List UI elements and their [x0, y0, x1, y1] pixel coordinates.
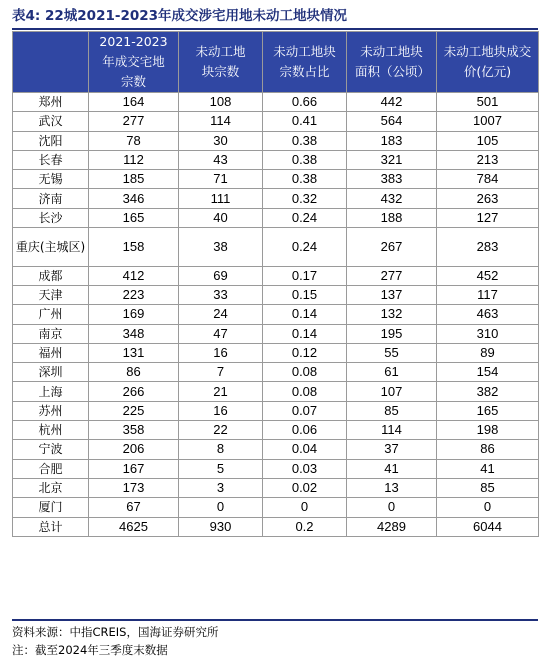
table-row — [13, 131, 539, 150]
city-cell: 总计 — [13, 517, 89, 536]
undeveloped-share-cell: 0.17 — [263, 266, 347, 285]
source-note: 资料来源：中指CREIS，国海证券研究所 — [12, 625, 219, 639]
table-row — [13, 459, 539, 478]
undeveloped-area-cell: 4289 — [347, 517, 437, 536]
table-row — [13, 93, 539, 112]
undeveloped-count-cell: 111 — [179, 189, 263, 208]
undeveloped-share-cell: 0.07 — [263, 401, 347, 420]
city-cell: 深圳 — [13, 363, 89, 382]
title-rule — [12, 28, 538, 30]
total-parcels-cell: 223 — [89, 285, 179, 304]
undeveloped-price-cell: 310 — [437, 324, 539, 343]
undeveloped-share-cell: 0.04 — [263, 440, 347, 459]
undeveloped-count-cell: 0 — [179, 498, 263, 517]
header-city — [13, 32, 89, 93]
city-cell: 郑州 — [13, 93, 89, 112]
total-parcels-cell: 412 — [89, 266, 179, 285]
undeveloped-count-cell: 8 — [179, 440, 263, 459]
city-cell: 福州 — [13, 343, 89, 362]
table-row — [13, 189, 539, 208]
table-row — [13, 266, 539, 285]
undeveloped-count-cell: 30 — [179, 131, 263, 150]
total-parcels-cell: 164 — [89, 93, 179, 112]
undeveloped-price-cell: 198 — [437, 421, 539, 440]
undeveloped-area-cell: 37 — [347, 440, 437, 459]
city-cell: 长沙 — [13, 208, 89, 227]
undeveloped-share-cell: 0.32 — [263, 189, 347, 208]
undeveloped-count-cell: 69 — [179, 266, 263, 285]
undeveloped-area-cell: 432 — [347, 189, 437, 208]
undeveloped-area-cell: 137 — [347, 285, 437, 304]
table-row — [13, 112, 539, 131]
undeveloped-price-cell: 501 — [437, 93, 539, 112]
city-cell: 广州 — [13, 305, 89, 324]
undeveloped-area-cell: 564 — [347, 112, 437, 131]
undeveloped-area-cell: 0 — [347, 498, 437, 517]
undeveloped-share-cell: 0.24 — [263, 228, 347, 267]
total-parcels-cell: 348 — [89, 324, 179, 343]
undeveloped-count-cell: 16 — [179, 401, 263, 420]
undeveloped-price-cell: 41 — [437, 459, 539, 478]
undeveloped-area-cell: 442 — [347, 93, 437, 112]
total-parcels-cell: 169 — [89, 305, 179, 324]
table-row — [13, 228, 539, 267]
city-cell: 无锡 — [13, 170, 89, 189]
undeveloped-area-cell: 183 — [347, 131, 437, 150]
table-row — [13, 363, 539, 382]
total-parcels-cell: 112 — [89, 150, 179, 169]
city-cell: 上海 — [13, 382, 89, 401]
undeveloped-area-cell: 107 — [347, 382, 437, 401]
total-parcels-cell: 4625 — [89, 517, 179, 536]
undeveloped-count-cell: 5 — [179, 459, 263, 478]
total-parcels-cell: 358 — [89, 421, 179, 440]
undeveloped-share-cell: 0.15 — [263, 285, 347, 304]
undeveloped-share-cell: 0.08 — [263, 363, 347, 382]
undeveloped-area-cell: 277 — [347, 266, 437, 285]
undeveloped-price-cell: 283 — [437, 228, 539, 267]
undeveloped-area-cell: 55 — [347, 343, 437, 362]
undeveloped-share-cell: 0.14 — [263, 324, 347, 343]
table-row — [13, 343, 539, 362]
city-cell: 武汉 — [13, 112, 89, 131]
table-bottom-rule — [12, 619, 538, 621]
undeveloped-area-cell: 114 — [347, 421, 437, 440]
table-row — [13, 324, 539, 343]
city-cell: 苏州 — [13, 401, 89, 420]
city-cell: 厦门 — [13, 498, 89, 517]
undeveloped-area-cell: 321 — [347, 150, 437, 169]
undeveloped-price-cell: 89 — [437, 343, 539, 362]
undeveloped-count-cell: 21 — [179, 382, 263, 401]
undeveloped-price-cell: 154 — [437, 363, 539, 382]
total-parcels-cell: 131 — [89, 343, 179, 362]
undeveloped-price-cell: 6044 — [437, 517, 539, 536]
undeveloped-count-cell: 22 — [179, 421, 263, 440]
undeveloped-count-cell: 40 — [179, 208, 263, 227]
table-row — [13, 401, 539, 420]
city-cell: 济南 — [13, 189, 89, 208]
undeveloped-share-cell: 0.08 — [263, 382, 347, 401]
table-row — [13, 170, 539, 189]
undeveloped-price-cell: 382 — [437, 382, 539, 401]
undeveloped-area-cell: 383 — [347, 170, 437, 189]
undeveloped-share-cell: 0.02 — [263, 478, 347, 497]
undeveloped-count-cell: 16 — [179, 343, 263, 362]
total-parcels-cell: 266 — [89, 382, 179, 401]
undeveloped-price-cell: 165 — [437, 401, 539, 420]
undeveloped-price-cell: 452 — [437, 266, 539, 285]
undeveloped-share-cell: 0.12 — [263, 343, 347, 362]
table-body — [13, 93, 539, 537]
total-parcels-cell: 206 — [89, 440, 179, 459]
city-cell: 沈阳 — [13, 131, 89, 150]
total-parcels-cell: 86 — [89, 363, 179, 382]
undeveloped-area-cell: 13 — [347, 478, 437, 497]
undeveloped-count-cell: 71 — [179, 170, 263, 189]
total-parcels-cell: 173 — [89, 478, 179, 497]
city-cell: 重庆(主城区) — [13, 228, 89, 267]
undeveloped-share-cell: 0.38 — [263, 131, 347, 150]
city-cell: 成都 — [13, 266, 89, 285]
table-header-row — [13, 32, 539, 93]
city-cell: 天津 — [13, 285, 89, 304]
undeveloped-count-cell: 33 — [179, 285, 263, 304]
table-row — [13, 208, 539, 227]
undeveloped-price-cell: 117 — [437, 285, 539, 304]
city-cell: 北京 — [13, 478, 89, 497]
undeveloped-share-cell: 0.41 — [263, 112, 347, 131]
total-parcels-cell: 185 — [89, 170, 179, 189]
undeveloped-price-cell: 213 — [437, 150, 539, 169]
undeveloped-area-cell: 267 — [347, 228, 437, 267]
total-parcels-cell: 277 — [89, 112, 179, 131]
total-parcels-cell: 78 — [89, 131, 179, 150]
undeveloped-area-cell: 85 — [347, 401, 437, 420]
total-row — [13, 517, 539, 536]
undeveloped-price-cell: 1007 — [437, 112, 539, 131]
undeveloped-count-cell: 108 — [179, 93, 263, 112]
undeveloped-price-cell: 127 — [437, 208, 539, 227]
city-cell: 合肥 — [13, 459, 89, 478]
city-cell: 杭州 — [13, 421, 89, 440]
undeveloped-price-cell: 85 — [437, 478, 539, 497]
total-parcels-cell: 346 — [89, 189, 179, 208]
undeveloped-price-cell: 86 — [437, 440, 539, 459]
table-row — [13, 150, 539, 169]
undeveloped-share-cell: 0.66 — [263, 93, 347, 112]
undeveloped-count-cell: 114 — [179, 112, 263, 131]
undeveloped-area-cell: 41 — [347, 459, 437, 478]
table-row — [13, 440, 539, 459]
remark-note: 注：截至2024年三季度末数据 — [12, 643, 168, 657]
header-undeveloped-share: 未动工地块宗数占比 — [263, 32, 347, 93]
undeveloped-share-cell: 0.03 — [263, 459, 347, 478]
undeveloped-share-cell: 0.24 — [263, 208, 347, 227]
undeveloped-share-cell: 0.38 — [263, 150, 347, 169]
undeveloped-share-cell: 0 — [263, 498, 347, 517]
table-row — [13, 421, 539, 440]
header-undeveloped-count: 未动工地块宗数 — [179, 32, 263, 93]
total-parcels-cell: 225 — [89, 401, 179, 420]
undeveloped-count-cell: 930 — [179, 517, 263, 536]
table-row — [13, 305, 539, 324]
undeveloped-share-cell: 0.2 — [263, 517, 347, 536]
undeveloped-area-cell: 195 — [347, 324, 437, 343]
undeveloped-area-cell: 61 — [347, 363, 437, 382]
undeveloped-price-cell: 784 — [437, 170, 539, 189]
undeveloped-price-cell: 0 — [437, 498, 539, 517]
header-undeveloped-area: 未动工地块面积（公顷） — [347, 32, 437, 93]
undeveloped-count-cell: 7 — [179, 363, 263, 382]
undeveloped-area-cell: 132 — [347, 305, 437, 324]
undeveloped-price-cell: 105 — [437, 131, 539, 150]
header-total-parcels: 2021-2023年成交宅地宗数 — [89, 32, 179, 93]
table-title: 表4: 22城2021-2023年成交涉宅用地未动工地块情况 — [12, 8, 348, 24]
table-row — [13, 285, 539, 304]
undeveloped-count-cell: 43 — [179, 150, 263, 169]
undeveloped-count-cell: 24 — [179, 305, 263, 324]
undeveloped-area-cell: 188 — [347, 208, 437, 227]
city-cell: 南京 — [13, 324, 89, 343]
undeveloped-share-cell: 0.14 — [263, 305, 347, 324]
total-parcels-cell: 167 — [89, 459, 179, 478]
undeveloped-share-cell: 0.06 — [263, 421, 347, 440]
undeveloped-count-cell: 47 — [179, 324, 263, 343]
undeveloped-share-cell: 0.38 — [263, 170, 347, 189]
table-row — [13, 498, 539, 517]
total-parcels-cell: 67 — [89, 498, 179, 517]
total-parcels-cell: 165 — [89, 208, 179, 227]
total-parcels-cell: 158 — [89, 228, 179, 267]
city-cell: 宁波 — [13, 440, 89, 459]
table-row — [13, 478, 539, 497]
undeveloped-price-cell: 263 — [437, 189, 539, 208]
land-table — [12, 31, 539, 537]
city-cell: 长春 — [13, 150, 89, 169]
header-undeveloped-price: 未动工地块成交价(亿元) — [437, 32, 539, 93]
undeveloped-count-cell: 3 — [179, 478, 263, 497]
undeveloped-price-cell: 463 — [437, 305, 539, 324]
table-row — [13, 382, 539, 401]
undeveloped-count-cell: 38 — [179, 228, 263, 267]
